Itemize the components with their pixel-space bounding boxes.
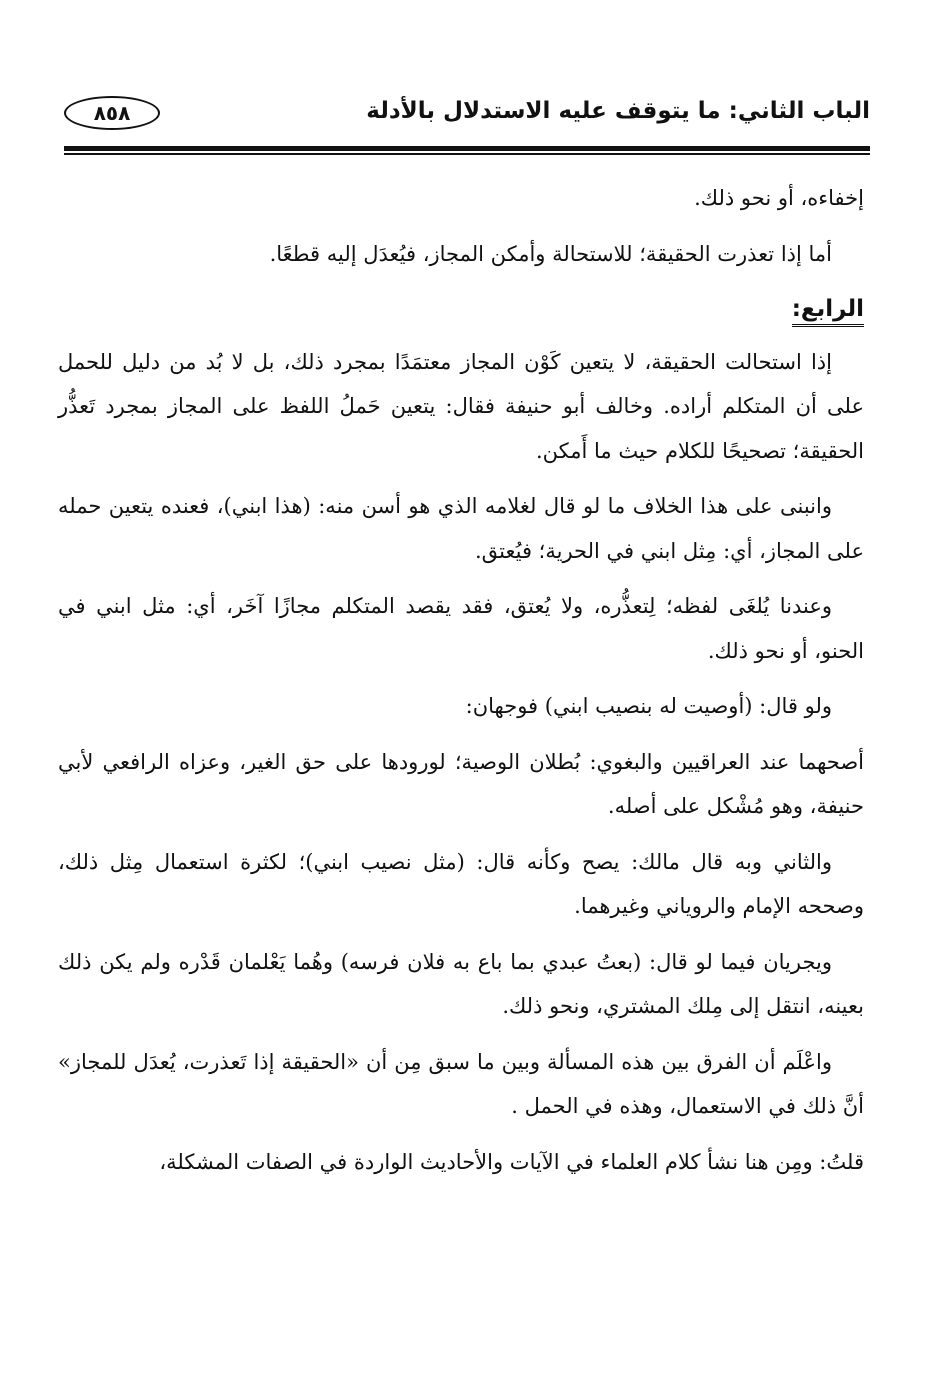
section-heading: [58, 287, 864, 332]
paragraph: واعْلَم أن الفرق بين هذه المسألة وبين ما سبق مِن أن «الحقيقة إذا تَعذرت، يُعدَل للمجاز» أنَّ ذلك في الاستعمال، وهذه في الحمل .: [58, 1049, 864, 1118]
page-header: [64, 90, 870, 146]
page-number: ٨٥٨: [64, 96, 160, 130]
paragraph: أصحهما عند العراقيين والبغوي: بُطلان الوصية؛ لورودها على حق الغير، وعزاه الرافعي لأبي حنيفة، وهو مُشْكل على أصله.: [58, 749, 864, 818]
paragraph: ولو قال: (أوصيت له بنصيب ابني) فوجهان:: [465, 694, 832, 718]
section-heading-text: الرابع:: [792, 296, 864, 327]
paragraph: ويجريان فيما لو قال: (بعتُ عبدي بما باع به فلان فرسه) وهُما يَعْلمان قَدْره ولم يكن ذلك بعينه، انتقل إلى مِلك المشتري، ونحو ذلك.: [58, 949, 864, 1018]
header-rule-thick: [64, 146, 870, 151]
paragraph: إخفاءه، أو نحو ذلك.: [694, 186, 864, 210]
paragraph: قلتُ: ومِن هنا نشأ كلام العلماء في الآيات والأحاديث الواردة في الصفات المشكلة،: [159, 1149, 864, 1174]
running-title: الباب الثاني: ما يتوقف عليه الاستدلال بالأدلة: [366, 98, 870, 124]
paragraph: والثاني وبه قال مالك: يصح وكأنه قال: (مثل نصيب ابني)؛ لكثرة استعمال مِثل ذلك، وصححه الإمام والروياني وغيرهما.: [58, 849, 864, 918]
page-body: [58, 176, 864, 1195]
header-rule-thin: [64, 153, 870, 155]
paragraph: وعندنا يُلغَى لفظه؛ لِتعذُّره، ولا يُعتق، فقد يقصد المتكلم مجازًا آخَر، أي: مثل ابني في الحنو، أو نحو ذلك.: [58, 594, 864, 663]
paragraph: إذا استحالت الحقيقة، لا يتعين كَوْن المجاز معتمَدًا بمجرد ذلك، بل لا بُد من دليل للحمل على أن المتكلم أراده. وخالف أبو حنيفة فقال: يتعين حَملُ اللفظ على المجاز بمجرد تَعذُّر الحقيقة؛ تصحيحًا للكلام حيث ما أَمكن.: [58, 349, 864, 463]
paragraph: وانبنى على هذا الخلاف ما لو قال لغلامه الذي هو أسن منه: (هذا ابني)، فعنده يتعين حمله على المجاز، أي: مِثل ابني في الحرية؛ فيُعتق.: [58, 494, 864, 563]
paragraph: أما إذا تعذرت الحقيقة؛ للاستحالة وأمكن المجاز، فيُعدَل إليه قطعًا.: [269, 241, 832, 266]
